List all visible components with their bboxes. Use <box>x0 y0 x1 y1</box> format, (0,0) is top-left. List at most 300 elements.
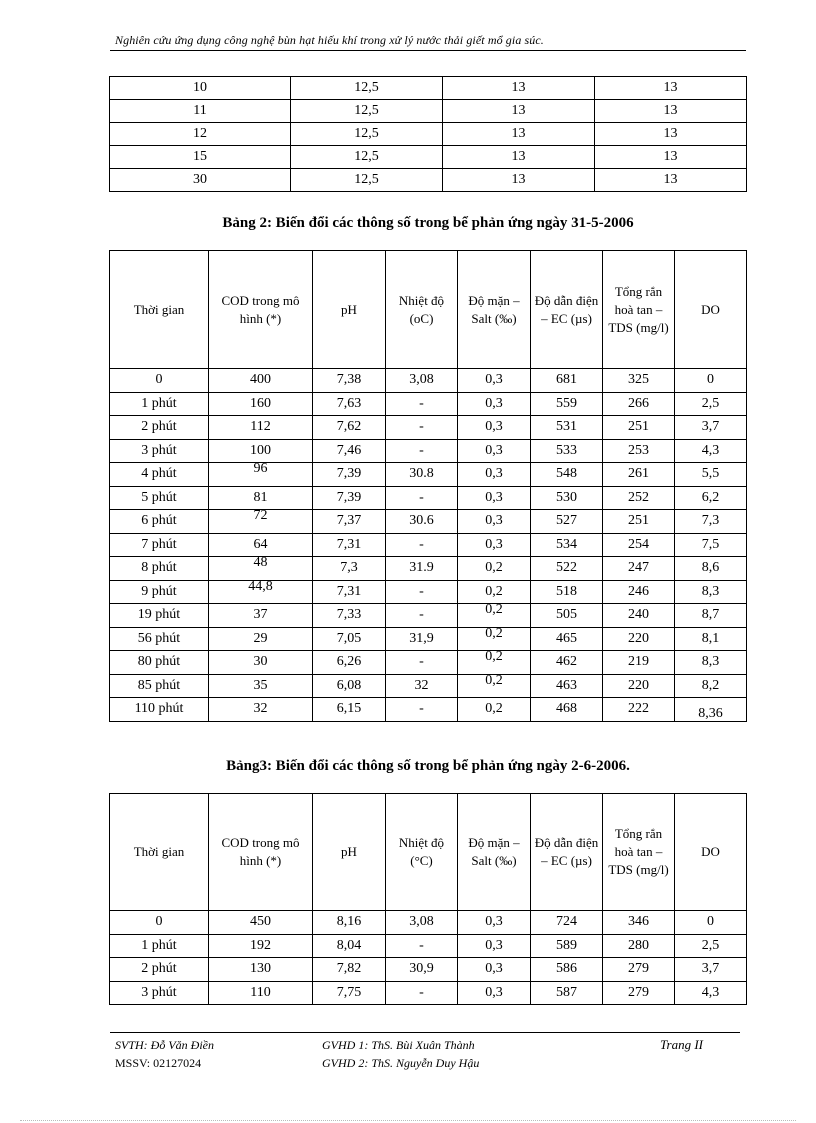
cell-value: 7 phút <box>141 536 177 552</box>
cell-value: 13 <box>511 126 526 141</box>
table-cell <box>531 911 603 935</box>
table-cell <box>313 486 386 510</box>
table-cell <box>675 698 747 722</box>
column-header: Tổng rắn hoà tan – TDS (mg/l) <box>603 794 675 911</box>
cell-value: - <box>419 984 424 1000</box>
footer-student: SVTH: Đỗ Văn Điền <box>115 1038 214 1052</box>
cell-value: - <box>419 654 424 670</box>
table-cell <box>110 439 209 463</box>
cell-value: 7,05 <box>336 630 362 646</box>
table-cell <box>313 981 386 1005</box>
running-header: Nghiên cứu ứng dụng công nghệ bùn hạt hiếu khí trong xử lý nước thải giết mổ gia súc. <box>115 33 544 47</box>
cell-value: 6,08 <box>336 677 362 693</box>
cell-value: 13 <box>511 172 526 187</box>
table-row <box>110 146 747 169</box>
table-cell <box>209 369 313 393</box>
cell-value: 15 <box>193 149 207 164</box>
cell-value: 112 <box>250 419 271 435</box>
cell-value: 325 <box>628 372 649 388</box>
cell-value: 0 <box>707 372 714 388</box>
table-cell <box>386 911 458 935</box>
table-cell <box>675 934 747 958</box>
cell-value: 64 <box>253 536 268 552</box>
table-cell <box>603 651 675 675</box>
table-cell <box>313 698 386 722</box>
table-cell <box>313 627 386 651</box>
table-cell <box>531 580 603 604</box>
cell-value: - <box>419 419 424 435</box>
cell-value: 7,62 <box>336 419 362 435</box>
cell-value: 534 <box>556 536 577 552</box>
cell-value: 100 <box>250 442 271 458</box>
table-cell <box>209 510 313 534</box>
table-cell <box>458 416 531 440</box>
table-cell <box>313 674 386 698</box>
cell-value: 0,3 <box>485 984 503 1000</box>
cell-value: 4,3 <box>701 984 720 1000</box>
cell-value: 3,08 <box>409 372 434 388</box>
cell-value: 30,9 <box>409 961 434 977</box>
cell-value: - <box>419 937 424 953</box>
cell-value: 220 <box>628 630 649 646</box>
cell-value: 465 <box>556 630 577 646</box>
table-cell <box>531 510 603 534</box>
table-cell <box>675 651 747 675</box>
cell-value: 13 <box>663 80 678 95</box>
table-cell <box>291 169 443 192</box>
cell-value: 7,39 <box>336 489 362 505</box>
table-row <box>110 698 747 722</box>
table-3-caption: Bảng3: Biến đổi các thông số trong bể phản ứng ngày 2-6-2006. <box>226 758 630 774</box>
table-cell <box>531 557 603 581</box>
table-cell <box>458 439 531 463</box>
cell-value: 12,5 <box>354 80 379 95</box>
table-cell <box>313 533 386 557</box>
cell-value: 0,3 <box>485 489 503 505</box>
footer-advisor-1: GVHD 1: ThS. Bùi Xuân Thành <box>322 1038 475 1052</box>
table-row <box>110 100 747 123</box>
table-cell <box>313 392 386 416</box>
cell-value: 1 phút <box>141 395 177 411</box>
table-cell <box>603 934 675 958</box>
table-cell <box>531 651 603 675</box>
table-cell <box>313 439 386 463</box>
table-cell <box>110 674 209 698</box>
cell-value: 0,2 <box>485 649 503 665</box>
table-cell <box>603 463 675 487</box>
cell-value: 13 <box>663 126 678 141</box>
cell-value: 7,82 <box>336 961 362 977</box>
table-cell <box>313 510 386 534</box>
table-cell <box>209 981 313 1005</box>
cell-value: 8,2 <box>701 677 720 693</box>
table-cell <box>603 557 675 581</box>
cell-value: 8,1 <box>701 630 720 646</box>
cell-value: 31.9 <box>409 560 434 576</box>
table-cell <box>458 981 531 1005</box>
table-cell <box>209 627 313 651</box>
cell-value: 468 <box>556 701 577 717</box>
cell-value: 2 phút <box>141 419 177 435</box>
column-header: Nhiệt độ (°C) <box>386 794 458 911</box>
table-cell <box>531 698 603 722</box>
table-cell <box>675 416 747 440</box>
table-cell <box>531 486 603 510</box>
cell-value: 0,2 <box>485 701 503 717</box>
table-cell <box>313 369 386 393</box>
table-cell <box>313 958 386 982</box>
cell-value: - <box>419 395 424 411</box>
cell-value: 96 <box>253 461 268 477</box>
table-cell <box>110 100 291 123</box>
cell-value: 12,5 <box>354 126 379 141</box>
cell-value: 8,04 <box>336 937 362 953</box>
table-cell <box>386 486 458 510</box>
cell-value: 0,3 <box>485 419 503 435</box>
column-header: pH <box>313 794 386 911</box>
cell-value: 3,7 <box>701 961 720 977</box>
cell-value: 6 phút <box>141 513 177 529</box>
cell-value: 8,6 <box>701 560 720 576</box>
table-cell <box>209 533 313 557</box>
cell-value: 29 <box>253 630 268 646</box>
cell-value: 7,31 <box>336 536 362 552</box>
table-row <box>110 674 747 698</box>
table-cell <box>458 674 531 698</box>
table-cell <box>458 604 531 628</box>
table-cell <box>603 911 675 935</box>
cell-value: 7,38 <box>336 372 362 388</box>
cell-value: 7,46 <box>336 442 362 458</box>
cell-value: 0 <box>155 914 163 930</box>
table-cell <box>386 627 458 651</box>
cell-value: 10 <box>193 80 207 95</box>
table-cell <box>209 416 313 440</box>
table-row <box>110 911 747 935</box>
cell-value: 346 <box>628 914 649 930</box>
cell-value: 7,3 <box>340 560 358 576</box>
cell-value: 548 <box>556 466 577 482</box>
cell-value: 0,2 <box>485 672 503 688</box>
cell-value: 80 phút <box>137 654 181 670</box>
table-cell <box>603 674 675 698</box>
table-cell <box>531 604 603 628</box>
cell-value: 222 <box>628 701 649 717</box>
cell-value: - <box>419 701 424 717</box>
cell-value: 522 <box>556 560 577 576</box>
table-cell <box>531 958 603 982</box>
cell-value: 32 <box>414 677 429 693</box>
table-cell <box>110 369 209 393</box>
table-cell <box>386 604 458 628</box>
cell-value: 13 <box>663 172 678 187</box>
cell-value: 0 <box>707 914 714 930</box>
cell-value: 37 <box>253 607 268 623</box>
cell-value: 8,3 <box>701 583 720 599</box>
cell-value: 72 <box>253 508 268 524</box>
cell-value: - <box>419 607 424 623</box>
table-cell <box>443 169 595 192</box>
table-cell <box>209 439 313 463</box>
table-cell <box>458 510 531 534</box>
table-cell <box>110 463 209 487</box>
cell-value: 44,8 <box>248 578 273 594</box>
cell-value: 7,33 <box>336 607 362 623</box>
cell-value: 13 <box>511 149 526 164</box>
cell-value: 7,39 <box>336 466 362 482</box>
table-cell <box>531 627 603 651</box>
table-cell <box>386 416 458 440</box>
table-row <box>110 510 747 534</box>
table-cell <box>313 463 386 487</box>
table-cell <box>110 698 209 722</box>
table-cell <box>110 627 209 651</box>
table-cell <box>313 911 386 935</box>
table-cell <box>603 981 675 1005</box>
table-cell <box>531 392 603 416</box>
table-cell <box>110 934 209 958</box>
table-cell <box>603 439 675 463</box>
cell-value: 13 <box>511 103 526 118</box>
cell-value: 0 <box>155 372 163 388</box>
cell-value: 192 <box>250 937 271 953</box>
cell-value: 6,26 <box>336 654 362 670</box>
cell-value: 400 <box>250 372 271 388</box>
table-cell <box>531 934 603 958</box>
cell-value: 586 <box>556 961 577 977</box>
table-cell <box>458 911 531 935</box>
cell-value: 240 <box>628 607 649 623</box>
cell-value: 8,7 <box>701 607 720 623</box>
table-cell <box>603 958 675 982</box>
cell-value: 279 <box>628 961 649 977</box>
footer-advisor-2: GVHD 2: ThS. Nguyễn Duy Hậu <box>322 1056 480 1070</box>
table-cell <box>110 77 291 100</box>
cell-value: 6,2 <box>701 489 720 505</box>
cell-value: 0,3 <box>485 442 503 458</box>
cell-value: 266 <box>628 395 649 411</box>
table-row <box>110 651 747 675</box>
table-row <box>110 486 747 510</box>
cell-value: 85 phút <box>137 677 181 693</box>
cell-value: 589 <box>556 937 577 953</box>
table-cell <box>603 510 675 534</box>
cell-value: 724 <box>556 914 577 930</box>
table-cell <box>110 146 291 169</box>
cell-value: 7,31 <box>336 583 362 599</box>
table-cell <box>458 580 531 604</box>
column-header: Độ dẫn điện – EC (µs) <box>531 251 603 369</box>
cell-value: 0,3 <box>485 395 503 411</box>
table-row <box>110 580 747 604</box>
table-row <box>110 77 747 100</box>
column-header: DO <box>675 251 747 369</box>
table-cell <box>595 77 747 100</box>
table-cell <box>675 958 747 982</box>
table-cell <box>209 463 313 487</box>
column-header: DO <box>675 794 747 911</box>
cell-value: 12 <box>193 126 207 141</box>
cell-value: 0,2 <box>485 625 503 641</box>
table-row <box>110 392 747 416</box>
table-cell <box>675 463 747 487</box>
cell-value: 130 <box>250 961 271 977</box>
cell-value: 13 <box>663 149 678 164</box>
table-cell <box>603 604 675 628</box>
table-row <box>110 981 747 1005</box>
table-row <box>110 123 747 146</box>
cell-value: 251 <box>628 513 649 529</box>
cell-value: 279 <box>628 984 649 1000</box>
table-cell <box>209 958 313 982</box>
cell-value: 6,15 <box>336 701 362 717</box>
table-cell <box>313 604 386 628</box>
cell-value: - <box>419 536 424 552</box>
cell-value: 8,3 <box>701 654 720 670</box>
cell-value: 2 phút <box>141 961 177 977</box>
table-cell <box>443 100 595 123</box>
cell-value: - <box>419 489 424 505</box>
cell-value: 505 <box>556 607 577 623</box>
table-cell <box>675 911 747 935</box>
table-cell <box>675 392 747 416</box>
column-header: Thời gian <box>110 251 209 369</box>
table-cell <box>386 557 458 581</box>
table-row <box>110 604 747 628</box>
cell-value: 0,2 <box>485 583 503 599</box>
table-cell <box>531 439 603 463</box>
table-cell <box>443 123 595 146</box>
cell-value: 8,16 <box>336 914 362 930</box>
cell-value: 3,08 <box>409 914 434 930</box>
cell-value: 247 <box>628 560 649 576</box>
cell-value: 219 <box>628 654 649 670</box>
cell-value: 7,37 <box>336 513 362 529</box>
cell-value: 8 phút <box>141 560 177 576</box>
table-cell <box>386 580 458 604</box>
table-cell <box>675 557 747 581</box>
table-cell <box>313 934 386 958</box>
table-cell <box>110 557 209 581</box>
table-cell <box>386 698 458 722</box>
footer-student-id: MSSV: 02127024 <box>115 1056 202 1070</box>
cell-value: 7,75 <box>336 984 362 1000</box>
table-cell <box>209 698 313 722</box>
table-cell <box>386 674 458 698</box>
cell-value: 0,3 <box>485 937 503 953</box>
cell-value: 518 <box>556 583 577 599</box>
table-cell <box>675 510 747 534</box>
page-edge <box>20 1120 796 1121</box>
table-cell <box>291 146 443 169</box>
table-cell <box>110 911 209 935</box>
table-cell <box>458 486 531 510</box>
cell-value: 253 <box>628 442 649 458</box>
cell-value: 12,5 <box>354 103 379 118</box>
table-cell <box>110 416 209 440</box>
table-cell <box>386 463 458 487</box>
table-row <box>110 439 747 463</box>
table-row <box>110 934 747 958</box>
table-cell <box>110 510 209 534</box>
column-header: Độ mặn – Salt (‰) <box>458 251 531 369</box>
cell-value: 462 <box>556 654 577 670</box>
table-cell <box>386 439 458 463</box>
table-row <box>110 557 747 581</box>
table-cell <box>531 674 603 698</box>
table-cell <box>110 486 209 510</box>
table-cell <box>110 958 209 982</box>
cell-value: 251 <box>628 419 649 435</box>
table-cell <box>209 604 313 628</box>
table-cell <box>603 533 675 557</box>
cell-value: 12,5 <box>354 172 379 187</box>
table-cell <box>291 77 443 100</box>
table-cell <box>458 698 531 722</box>
table-row <box>110 463 747 487</box>
cell-value: 160 <box>250 395 271 411</box>
column-header: COD trong mô hình (*) <box>209 794 313 911</box>
cell-value: 7,3 <box>701 513 720 529</box>
table-cell <box>603 580 675 604</box>
cell-value: 56 phút <box>137 630 181 646</box>
cell-value: - <box>419 442 424 458</box>
table-cell <box>313 651 386 675</box>
table-cell <box>443 146 595 169</box>
cell-value: 5,5 <box>701 466 720 482</box>
cell-value: 0,3 <box>485 961 503 977</box>
cell-value: 4 phút <box>141 466 177 482</box>
table-cell <box>458 557 531 581</box>
cell-value: 0,3 <box>485 536 503 552</box>
column-header: Thời gian <box>110 794 209 911</box>
cell-value: 4,3 <box>701 442 720 458</box>
table-cell <box>531 533 603 557</box>
table-cell <box>603 486 675 510</box>
table-row <box>110 416 747 440</box>
table-cell <box>675 439 747 463</box>
table-cell <box>386 981 458 1005</box>
table-cell <box>110 981 209 1005</box>
cell-value: 12,5 <box>354 149 379 164</box>
cell-value: 3,7 <box>701 419 720 435</box>
table-cell <box>110 604 209 628</box>
cell-value: 8,36 <box>698 706 723 722</box>
cell-value: 9 phút <box>141 583 177 599</box>
cell-value: 35 <box>253 677 268 693</box>
table-cell <box>595 169 747 192</box>
column-header: Độ mặn – Salt (‰) <box>458 794 531 911</box>
column-header: pH <box>313 251 386 369</box>
table-cell <box>386 958 458 982</box>
cell-value: 3 phút <box>141 442 177 458</box>
cell-value: 280 <box>628 937 649 953</box>
table-cell <box>291 100 443 123</box>
table-cell <box>386 369 458 393</box>
cell-value: 19 phút <box>137 607 181 623</box>
cell-value: 11 <box>193 103 207 118</box>
cell-value: 0,2 <box>485 602 503 618</box>
cell-value: 463 <box>556 677 577 693</box>
cell-value: 30 <box>253 654 268 670</box>
table-cell <box>675 533 747 557</box>
table-cell <box>291 123 443 146</box>
cell-value: 587 <box>556 984 577 1000</box>
cell-value: 531 <box>556 419 577 435</box>
table-cell <box>386 533 458 557</box>
table-cell <box>209 557 313 581</box>
table-cell <box>443 77 595 100</box>
